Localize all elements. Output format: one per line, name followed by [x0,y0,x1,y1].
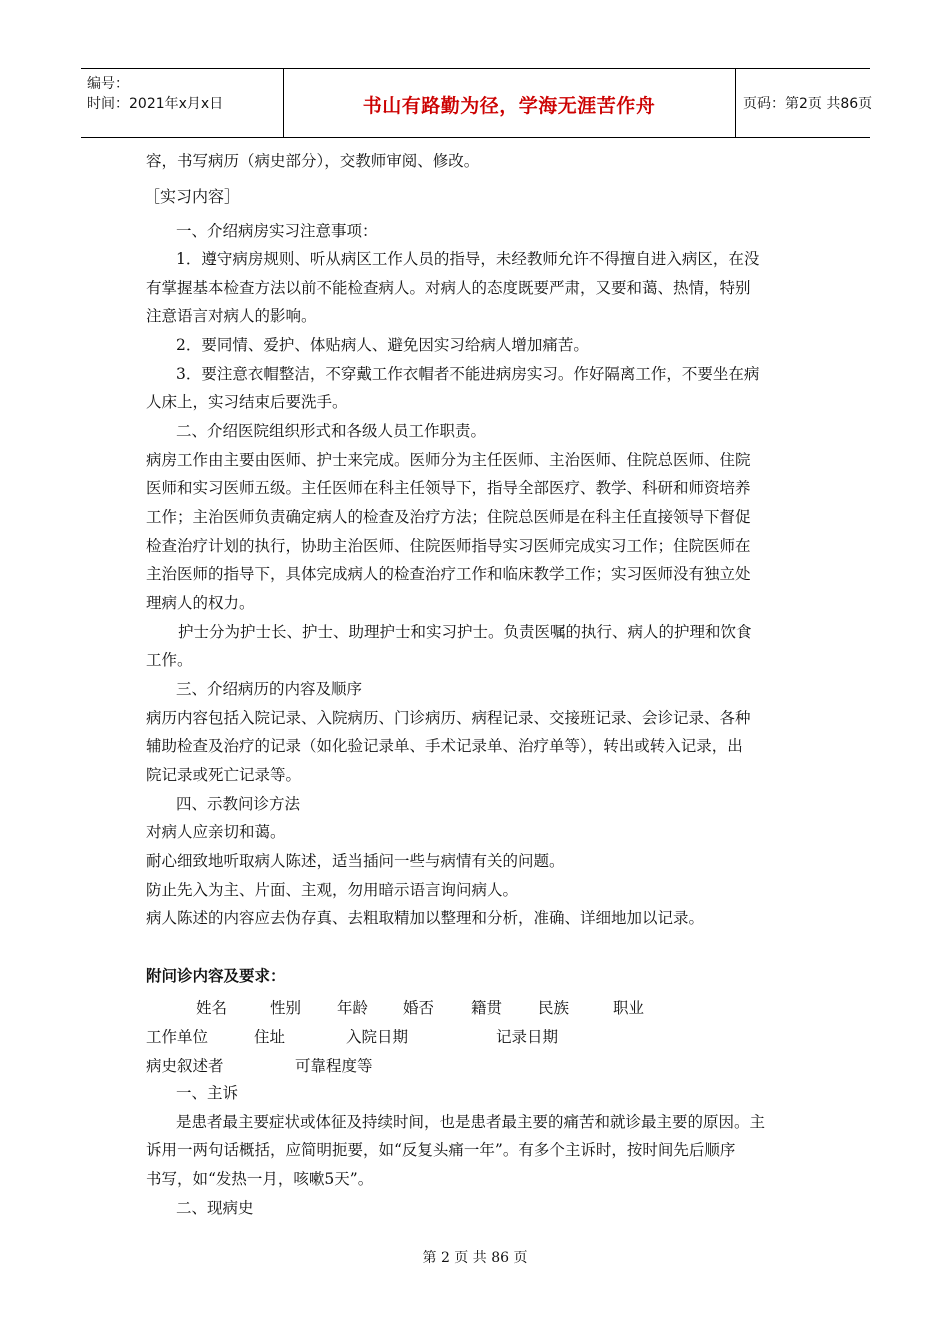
field-label: 职业 [613,999,645,1017]
date-label: 时间：2021年x月x日 [87,96,224,112]
paragraph-line: 二、现病史 [176,1199,254,1217]
paragraph-line: 理病人的权力。 [146,594,255,612]
paragraph-line: 是患者最主要症状或体征及持续时间，也是患者最主要的痛苦和就诊最主要的原因。主 [176,1113,766,1131]
number-label: 编号： [87,76,129,92]
field-label: 姓名 [196,999,228,1017]
paragraph-line: 耐心细致地听取病人陈述，适当插问一些与病情有关的问题。 [146,852,565,870]
header-left-cell [81,69,284,137]
paragraph-line: 一、主诉 [176,1084,239,1102]
paragraph-line: 诉用一两句话概括，应简明扼要，如“反复头痛一年”。有多个主诉时，按时间先后顺序 [146,1141,736,1159]
paragraph-line: 主治医师的指导下，具体完成病人的检查治疗工作和临床教学工作；实习医师没有独立处 [146,565,751,583]
paragraph-line: 院记录或死亡记录等。 [146,766,302,784]
paragraph-line: 工作。 [146,651,193,669]
paragraph-line: 1．遵守病房规则、听从病区工作人员的指导，未经教师允许不得擅自进入病区，在没 [176,250,760,268]
paragraph-line: 三、介绍病历的内容及顺序 [176,680,363,698]
field-label: 籍贯 [471,999,503,1017]
paragraph-line: 四、示教问诊方法 [176,795,301,813]
paragraph-line: 检查治疗计划的执行，协助主治医师、住院医师指导实习医师完成实习工作；住院医师在 [146,537,751,555]
paragraph-line: 人床上，实习结束后要洗手。 [146,393,348,411]
paragraph-line: 病房工作由主要由医师、护士来完成。医师分为主任医师、主治医师、住院总医师、住院 [146,451,751,469]
page-header [81,68,873,138]
paragraph-line: 容，书写病历（病史部分），交教师审阅、修改。 [146,152,480,170]
field-label: 病史叙述者 [146,1057,224,1075]
paragraph-line: 医师和实习医师五级。主任医师在科主任领导下，指导全部医疗、教学、科研和师资培养 [146,479,751,497]
motto: 书山有路勤为径，学海无涯苦作舟 [362,95,656,117]
paragraph-line: 辅助检查及治疗的记录（如化验记录单、手术记录单、治疗单等），转出或转入记录，出 [146,737,743,755]
paragraph-line: 有掌握基本检查方法以前不能检查病人。对病人的态度既要严肃，又要和蔼、热情，特别 [146,279,751,297]
paragraph-line: 注意语言对病人的影响。 [146,307,317,325]
field-label: 民族 [538,999,570,1017]
paragraph-line: 对病人应亲切和蔼。 [146,823,286,841]
field-label: 婚否 [403,999,435,1017]
header-page-cell [735,69,873,137]
appendix-heading: 附问诊内容及要求： [146,967,286,985]
field-label: 可靠程度等 [295,1057,373,1075]
field-label: 记录日期 [496,1028,559,1046]
field-label: 性别 [270,999,302,1017]
paragraph-line: 2．要同情、爱护、体贴病人、避免因实习给病人增加痛苦。 [176,336,589,354]
paragraph-line: 防止先入为主、片面、主观，勿用暗示语言询问病人。 [146,881,519,899]
paragraph-line: 工作；主治医师负责确定病人的检查及治疗方法；住院总医师是在科主任直接领导下督促 [146,508,751,526]
paragraph-line: 病人陈述的内容应去伪存真、去粗取精加以整理和分析，准确、详细地加以记录。 [146,909,705,927]
section-heading: ［实习内容］ [144,187,241,206]
paragraph-line: 书写，如“发热一月，咳嗽5天”。 [146,1170,374,1188]
field-label: 住址 [254,1028,286,1046]
page-info: 页码：第2页 共86页 [743,96,873,112]
paragraph-line: 病历内容包括入院记录、入院病历、门诊病历、病程记录、交接班记录、会诊记录、各种 [146,709,751,727]
header-motto-cell [283,69,736,137]
page-footer: 第 2 页 共 86 页 [422,1250,528,1266]
paragraph-line: 一、介绍病房实习注意事项： [176,222,378,240]
field-label: 年龄 [337,999,369,1017]
field-label: 入院日期 [346,1028,409,1046]
field-label: 工作单位 [146,1028,209,1046]
paragraph-line: 护士分为护士长、护士、助理护士和实习护士。负责医嘱的执行、病人的护理和饮食 [178,623,752,641]
paragraph-line: 二、介绍医院组织形式和各级人员工作职责。 [176,422,487,440]
paragraph-line: 3．要注意衣帽整洁，不穿戴工作衣帽者不能进病房实习。作好隔离工作，不要坐在病 [176,365,760,383]
